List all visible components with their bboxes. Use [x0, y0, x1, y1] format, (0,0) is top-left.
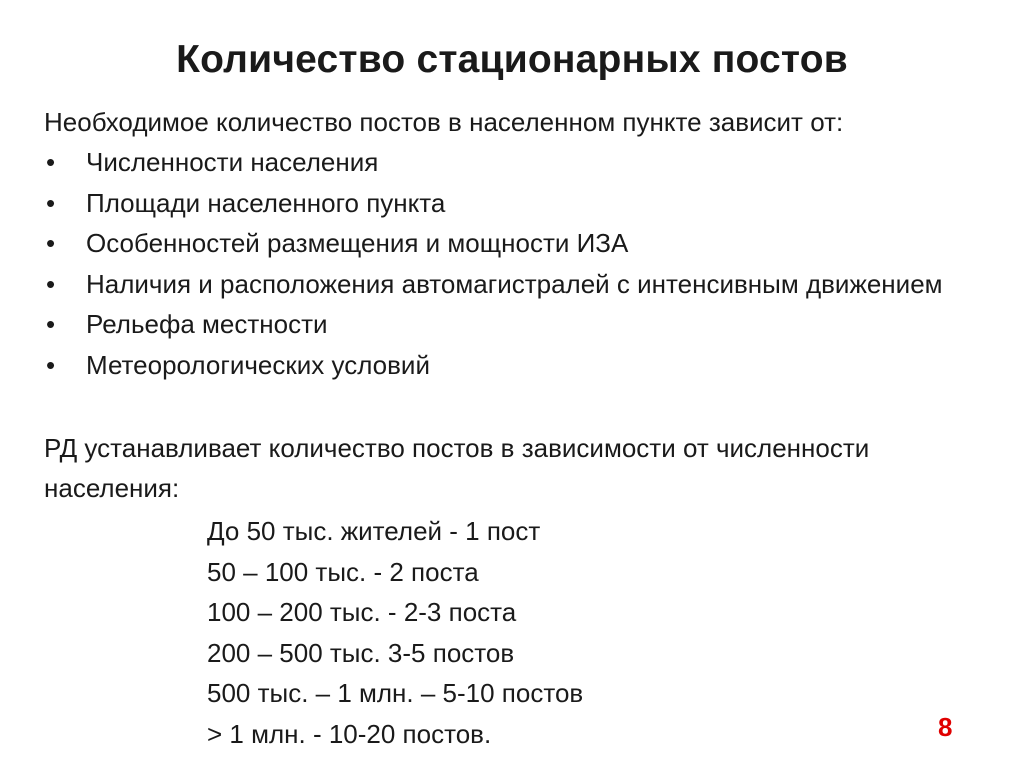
range-item: До 50 тыс. жителей - 1 пост	[207, 516, 541, 546]
range-item: 200 – 500 тыс. 3-5 постов	[207, 637, 515, 668]
bullet-icon: •	[46, 349, 56, 380]
bullet-icon: •	[46, 147, 56, 177]
range-item: > 1 млн. - 10-20 постов.	[207, 718, 492, 749]
list-item	[44, 183, 1024, 224]
list-item-text: Рельефа местности	[86, 309, 328, 339]
list-item	[44, 223, 1024, 264]
list-item-text: Численности населения	[86, 147, 379, 177]
bullet-icon: •	[46, 228, 56, 258]
factor-list	[44, 142, 1024, 385]
rd-text: РД устанавливает количество постов в зависимости от численности населения:	[44, 433, 870, 503]
list-item-text: Наличия и расположения автомагистралей с интенсивным движением	[86, 268, 943, 299]
bullet-icon: •	[46, 309, 56, 339]
list-item-text: Площади населенного пункта	[86, 187, 446, 218]
list-item-text: Особенностей размещения и мощности ИЗА	[86, 228, 629, 258]
intro-text: Необходимое количество постов в населенном пункте зависит от:	[44, 107, 844, 137]
bullet-icon: •	[46, 268, 56, 299]
list-item	[44, 264, 1024, 305]
range-item: 50 – 100 тыс. - 2 поста	[207, 556, 479, 587]
bullet-icon: •	[46, 187, 56, 218]
range-item: 500 тыс. – 1 млн. – 5-10 постов	[207, 678, 584, 708]
list-item-text: Метеорологических условий	[86, 349, 430, 380]
population-ranges-list	[207, 511, 583, 754]
list-item	[44, 142, 1024, 183]
list-item	[44, 345, 1024, 386]
slide-title: Количество стационарных постов	[176, 38, 848, 81]
page-number: 8	[938, 712, 953, 742]
range-item: 100 – 200 тыс. - 2-3 поста	[207, 597, 517, 627]
list-item	[44, 304, 1024, 345]
